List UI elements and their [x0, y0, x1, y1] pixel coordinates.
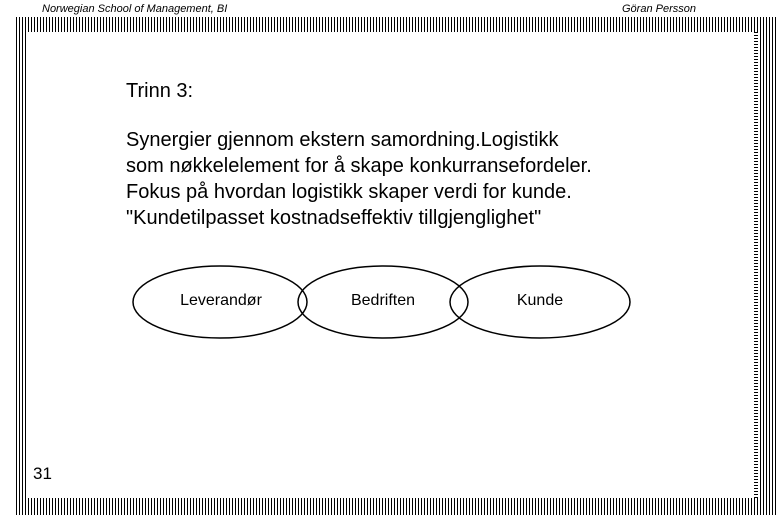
body-line-1: Synergier gjennom ekstern samordning.Logistikk [126, 129, 559, 151]
body-line-3: Fokus på hvordan logistikk skaper verdi for kunde. [126, 181, 572, 203]
body-line-4: "Kundetilpasset kostnadseffektiv tillgjenglighet" [126, 207, 542, 229]
body-line-2: som nøkkelelement for å skape konkurransefordeler. [126, 155, 592, 177]
header-institution: Norwegian School of Management, BI [42, 3, 228, 15]
label-company: Bedriften [350, 292, 416, 309]
slide-heading: Trinn 3: [126, 80, 194, 102]
label-customer: Kunde [516, 292, 564, 309]
page-number: 31 [33, 464, 52, 483]
label-supplier: Leverandør [180, 292, 262, 309]
header-author: Göran Persson [622, 3, 696, 15]
